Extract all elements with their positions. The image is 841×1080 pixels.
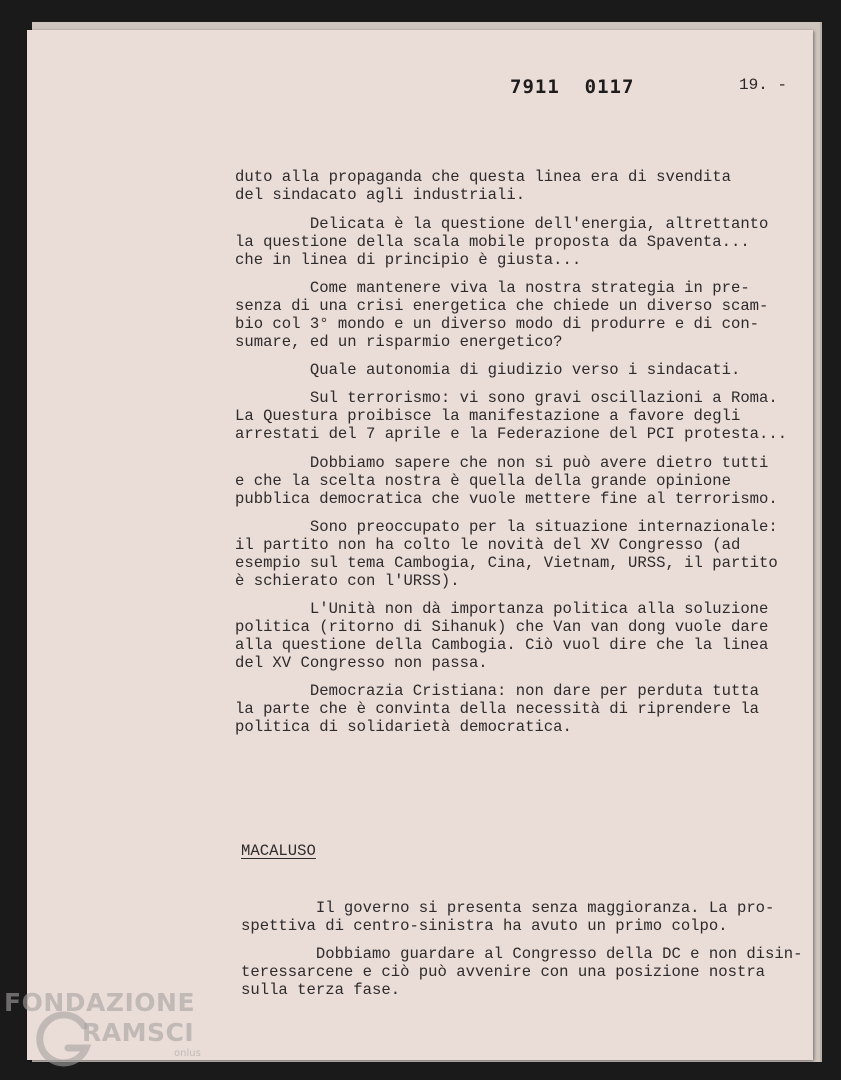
text-line: senza di una crisi energetica che chiede un diverso scam- (235, 297, 769, 315)
text-line: la parte che è convinta della necessità di riprendere la (235, 700, 760, 718)
text-line: Delicata è la questione dell'energia, altrettanto (235, 215, 769, 233)
document-page (27, 30, 813, 1060)
text-line: alla questione della Cambogia. Ciò vuol dire che la linea (235, 636, 769, 654)
text-line: duto alla propaganda che questa linea era di svendita (235, 168, 731, 186)
page-number: 19. - (739, 76, 788, 94)
watermark-text: FONDAZIONE (4, 988, 196, 1017)
watermark-text: RAMSCI (82, 1018, 195, 1047)
text-line: sumare, ed un risparmio energetico? (235, 333, 563, 351)
text-line: Dobbiamo sapere che non si può avere dietro tutti (235, 454, 769, 472)
text-line: Dobbiamo guardare al Congresso della DC e non disin- (241, 945, 803, 963)
text-line: Il governo si presenta senza maggioranza. La pro- (241, 899, 775, 917)
archive-code: 7911 0117 (510, 76, 635, 98)
text-line: Sul terrorismo: vi sono gravi oscillazioni a Roma. (235, 389, 778, 407)
text-line: politica (ritorno di Sihanuk) che Van van dong vuole dare (235, 618, 769, 636)
text-line: pubblica democratica che vuole mettere fine al terrorismo. (235, 490, 778, 508)
text-line: Sono preoccupato per la situazione internazionale: (235, 518, 778, 536)
text-line: del sindacato agli industriali. (235, 186, 526, 204)
text-line: L'Unità non dà importanza politica alla soluzione (235, 600, 769, 618)
text-line: Democrazia Cristiana: non dare per perduta tutta (235, 682, 760, 700)
text-line: Come mantenere viva la nostra strategia in pre- (235, 279, 750, 297)
text-line: spettiva di centro-sinistra ha avuto un primo colpo. (241, 917, 728, 935)
speaker-heading: MACALUSO (241, 842, 316, 860)
text-line: La Questura proibisce la manifestazione a favore degli (235, 407, 741, 425)
text-line: politica di solidarietà democratica. (235, 718, 572, 736)
text-line: del XV Congresso non passa. (235, 654, 488, 672)
text-line: la questione della scala mobile proposta da Spaventa... (235, 233, 750, 251)
text-line: e che la scelta nostra è quella della grande opinione (235, 472, 731, 490)
text-line: il partito non ha colto le novità del XV Congresso (ad (235, 536, 741, 554)
text-line: bio col 3° mondo e un diverso modo di produrre e di con- (235, 315, 760, 333)
text-line: teressarcene e ciò può avvenire con una posizione nostra (241, 963, 766, 981)
text-line: che in linea di principio è giusta... (235, 251, 582, 269)
text-line: è schierato con l'URSS). (235, 572, 460, 590)
text-line: arrestati del 7 aprile e la Federazione del PCI protesta... (235, 425, 788, 443)
watermark-text: onlus (174, 1048, 201, 1059)
text-line: esempio sul tema Cambogia, Cina, Vietnam, URSS, il partito (235, 554, 778, 572)
text-line: Quale autonomia di giudizio verso i sindacati. (235, 361, 741, 379)
text-line: sulla terza fase. (241, 981, 401, 999)
